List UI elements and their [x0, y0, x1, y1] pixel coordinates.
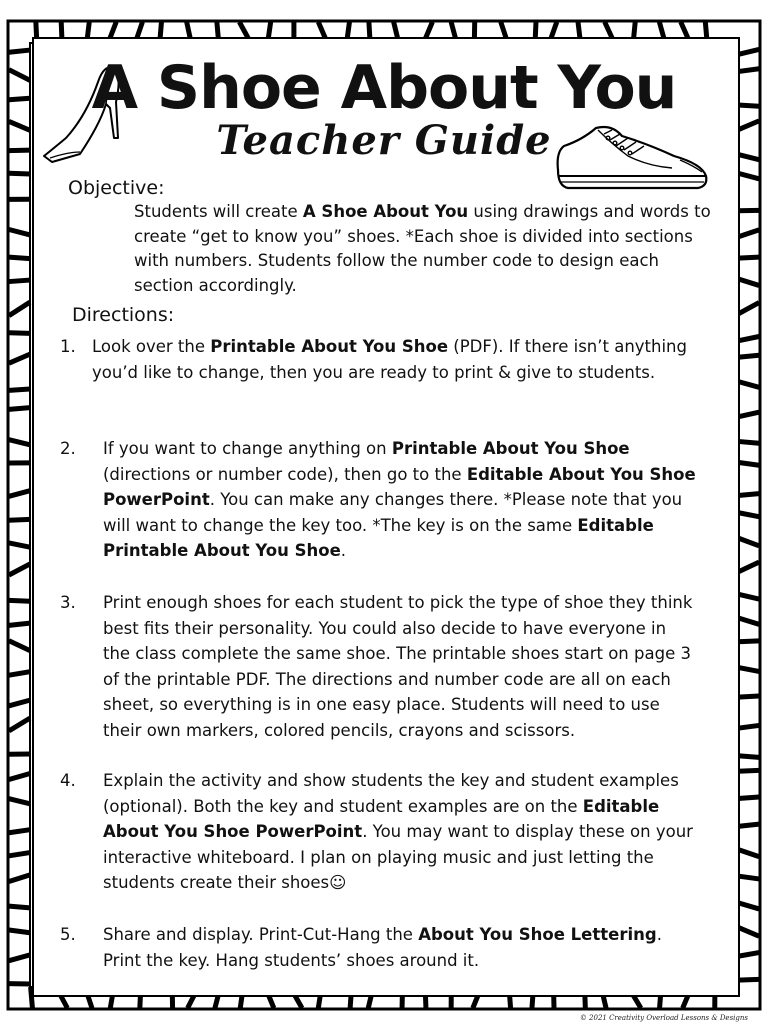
step-number: 4.: [60, 771, 76, 790]
bold-text-segment: Editable About You Shoe PowerPoint: [103, 796, 660, 841]
text-segment: .: [340, 541, 347, 560]
text-segment: Print enough shoes for each student to pick the type of shoe they think best fits their personality. You could also decide to have everyone in the class complete the same shoe. The printable shoes start on page 3 of the printable PDF. The directions and number code are all on each sheet, so everything is in one easy place. Students will need to use their own markers, colored pencils, crayons and scissors.: [103, 593, 693, 740]
bold-text-segment: A Shoe About You: [302, 202, 469, 221]
page-title: A Shoe About You: [91, 53, 677, 123]
text-segment: . You can make any changes there. *Please note that you will want to change the key too. *The key is on the same: [103, 490, 683, 535]
step-number: 3.: [60, 593, 76, 612]
bold-text-segment: About You Shoe Lettering: [418, 925, 657, 944]
text-segment: . You may want to display these on your interactive whiteboard. I plan on playing music and just letting the students create their shoes☺: [103, 822, 693, 892]
text-segment: Explain the activity and show students the key and student examples (optional). Both the key and student examples are on the: [103, 771, 679, 816]
page-subtitle: Teacher Guide: [216, 117, 552, 164]
text-segment: If you want to change anything on: [103, 439, 392, 458]
text-segment: (directions or number code), then go to the: [103, 464, 467, 484]
bold-text-segment: Editable About You Shoe PowerPoint: [103, 464, 696, 509]
bold-text-segment: Editable Printable About You Shoe: [103, 515, 654, 560]
step-text: [103, 590, 693, 743]
step-number: 1.: [60, 337, 76, 356]
step-number: 2.: [60, 439, 76, 458]
text-segment: using drawings and words to create “get to know you” shoes. *Each shoe is divided into sections with numbers. Students follow the number code to design each section accordingly.: [134, 202, 711, 295]
step-number: 5.: [60, 925, 76, 944]
text-segment: Share and display. Print-Cut-Hang the: [103, 925, 419, 944]
text-segment: Students will create: [134, 202, 303, 221]
step-text: [103, 922, 663, 973]
step-text: [92, 334, 692, 385]
text-segment: Look over the: [92, 337, 211, 356]
objective-heading: Objective:: [68, 177, 165, 199]
sneaker-shoe-icon: [552, 122, 712, 194]
step-text: [103, 768, 703, 896]
objective-text: [134, 200, 714, 298]
copyright-footer: © 2021 Creativity Overload Lessons & Designs: [579, 1014, 748, 1022]
bold-text-segment: Printable About You Shoe: [391, 439, 630, 458]
text-segment: . Print the key. Hang students’ shoes around it.: [103, 925, 662, 970]
directions-heading: Directions:: [72, 304, 175, 326]
text-segment: (PDF). If there isn’t anything you’d like to change, then you are ready to print & give to students.: [92, 337, 687, 382]
bold-text-segment: Printable About You Shoe: [210, 337, 449, 356]
step-text: [103, 436, 703, 564]
